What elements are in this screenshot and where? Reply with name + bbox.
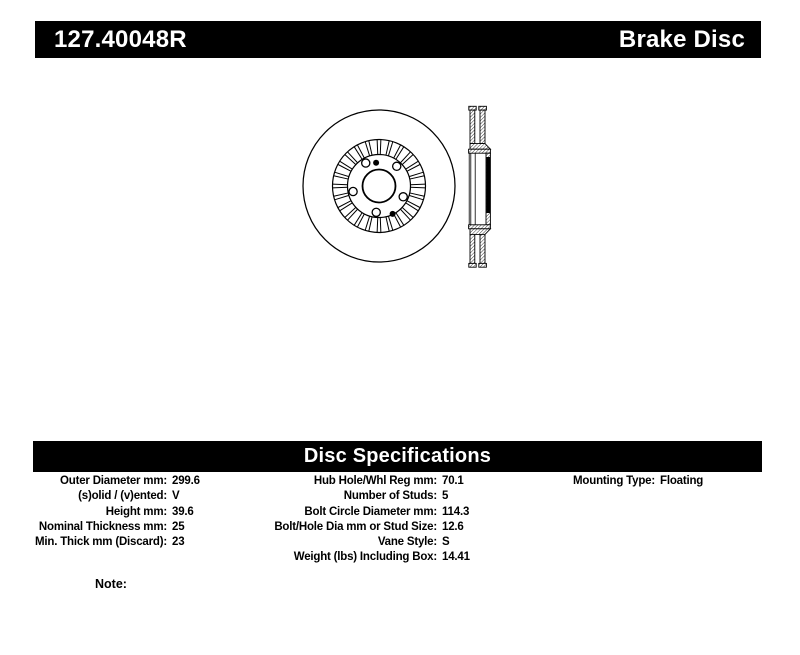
vane-line bbox=[380, 217, 381, 232]
spec-row bbox=[33, 505, 200, 520]
spec-value: Floating bbox=[660, 475, 704, 487]
vane-line bbox=[386, 217, 389, 232]
vane-line bbox=[369, 141, 372, 156]
vane-line bbox=[409, 195, 423, 199]
vane-line bbox=[407, 164, 420, 171]
vane-ring-outer bbox=[333, 140, 426, 233]
spec-column-middle bbox=[250, 474, 470, 566]
spec-row bbox=[33, 535, 200, 550]
vane-line bbox=[357, 214, 364, 227]
vane-line bbox=[357, 145, 364, 158]
disc-outer-edge bbox=[303, 110, 455, 262]
section-plate bbox=[470, 234, 475, 263]
section-transition bbox=[470, 229, 490, 235]
vane-line bbox=[338, 201, 351, 208]
spec-label: (s)olid / (v)ented: bbox=[78, 490, 167, 503]
vane-line bbox=[410, 193, 425, 196]
spec-row bbox=[250, 474, 470, 489]
spec-value: 23 bbox=[172, 536, 185, 549]
vane-line bbox=[409, 172, 423, 176]
section-plate bbox=[480, 234, 485, 263]
balance-mark-top bbox=[373, 160, 379, 166]
vane-line bbox=[354, 213, 362, 226]
vane-line bbox=[335, 172, 349, 176]
vane-ring-inner bbox=[348, 155, 411, 218]
spec-column-right bbox=[560, 474, 703, 489]
section-cap bbox=[469, 263, 476, 267]
spec-label: Height mm: bbox=[105, 505, 167, 518]
vane-line bbox=[333, 187, 348, 188]
spec-value: 14.41 bbox=[442, 551, 470, 564]
section-cap bbox=[479, 106, 487, 110]
vane-line bbox=[410, 187, 425, 188]
vane-line bbox=[369, 217, 372, 232]
spec-value: 114.3 bbox=[442, 505, 470, 518]
vane-line bbox=[410, 184, 425, 185]
section-plate bbox=[470, 110, 475, 144]
spec-value: 12.6 bbox=[442, 520, 464, 533]
product-type: Brake Disc bbox=[618, 25, 745, 53]
spec-label: Mounting Type: bbox=[573, 475, 655, 487]
spec-value: 25 bbox=[172, 520, 185, 533]
vane-line bbox=[340, 203, 353, 211]
part-number: 127.40048R bbox=[54, 25, 187, 53]
vane-line bbox=[365, 142, 369, 156]
section-flange bbox=[469, 225, 491, 229]
vane-line bbox=[333, 184, 348, 185]
vane-line bbox=[334, 176, 349, 179]
stud-hole bbox=[362, 159, 370, 167]
stud-hole bbox=[349, 187, 357, 195]
vane-line bbox=[386, 141, 389, 156]
disc-front-view bbox=[303, 110, 455, 262]
spec-value: 299.6 bbox=[172, 475, 200, 487]
spec-label: Weight (lbs) Including Box: bbox=[293, 551, 437, 564]
spec-row bbox=[33, 489, 200, 504]
vane-line bbox=[410, 176, 425, 179]
vane-line bbox=[340, 161, 353, 169]
spec-row bbox=[250, 489, 470, 504]
spec-row bbox=[250, 535, 470, 550]
vane-line bbox=[334, 193, 349, 196]
vane-line bbox=[388, 142, 392, 156]
vane-line bbox=[365, 216, 369, 230]
note-label: Note: bbox=[95, 577, 127, 591]
section-hat-wall-core bbox=[486, 157, 490, 213]
spec-row bbox=[250, 550, 470, 565]
spec-label: Vane Style: bbox=[377, 536, 437, 549]
spec-row bbox=[33, 474, 200, 489]
vane-line bbox=[406, 203, 419, 211]
spec-row bbox=[560, 474, 703, 489]
spec-row bbox=[33, 520, 200, 535]
balance-mark-bottom bbox=[390, 211, 396, 217]
header-bar bbox=[35, 21, 761, 58]
spec-value: 5 bbox=[442, 490, 449, 503]
section-cap bbox=[479, 263, 487, 267]
brake-disc-drawing bbox=[290, 98, 505, 273]
vane-line bbox=[377, 140, 378, 155]
vane-line bbox=[338, 164, 351, 171]
spec-label: Min. Thick mm (Discard): bbox=[35, 536, 167, 549]
section-transition bbox=[470, 144, 490, 150]
spec-title-bar bbox=[33, 441, 762, 472]
spec-value: 39.6 bbox=[172, 505, 194, 518]
spec-label: Nominal Thickness mm: bbox=[38, 520, 167, 533]
stud-hole bbox=[399, 193, 407, 201]
disc-side-view bbox=[469, 106, 491, 267]
spec-label: Outer Diameter mm: bbox=[60, 475, 167, 487]
vane-line bbox=[394, 145, 401, 158]
spec-label: Hub Hole/Whl Reg mm: bbox=[313, 475, 437, 487]
stud-hole bbox=[372, 208, 380, 216]
spec-column-left bbox=[33, 474, 200, 550]
vane-line bbox=[377, 217, 378, 232]
spec-row bbox=[250, 505, 470, 520]
vane-line bbox=[406, 161, 419, 169]
vane-line bbox=[396, 213, 404, 226]
spec-value: S bbox=[442, 536, 450, 549]
section-flange bbox=[469, 149, 491, 153]
section-cap bbox=[469, 106, 476, 110]
vane-line bbox=[380, 140, 381, 155]
vane-line bbox=[407, 201, 420, 208]
vane-line bbox=[396, 147, 404, 160]
spec-label: Number of Studs: bbox=[343, 490, 437, 503]
vane-line bbox=[335, 195, 349, 199]
vane-line bbox=[354, 147, 362, 160]
spec-label: Bolt Circle Diameter mm: bbox=[304, 505, 437, 518]
spec-row bbox=[250, 520, 470, 535]
spec-value: 70.1 bbox=[442, 475, 464, 487]
vane-line bbox=[388, 216, 392, 230]
spec-title: Disc Specifications bbox=[303, 445, 492, 467]
spec-value: V bbox=[172, 490, 180, 503]
stud-hole bbox=[393, 162, 401, 170]
center-hub-hole bbox=[363, 170, 396, 203]
spec-label: Bolt/Hole Dia mm or Stud Size: bbox=[274, 520, 437, 533]
section-plate bbox=[480, 110, 485, 144]
bolt-holes bbox=[349, 159, 407, 217]
